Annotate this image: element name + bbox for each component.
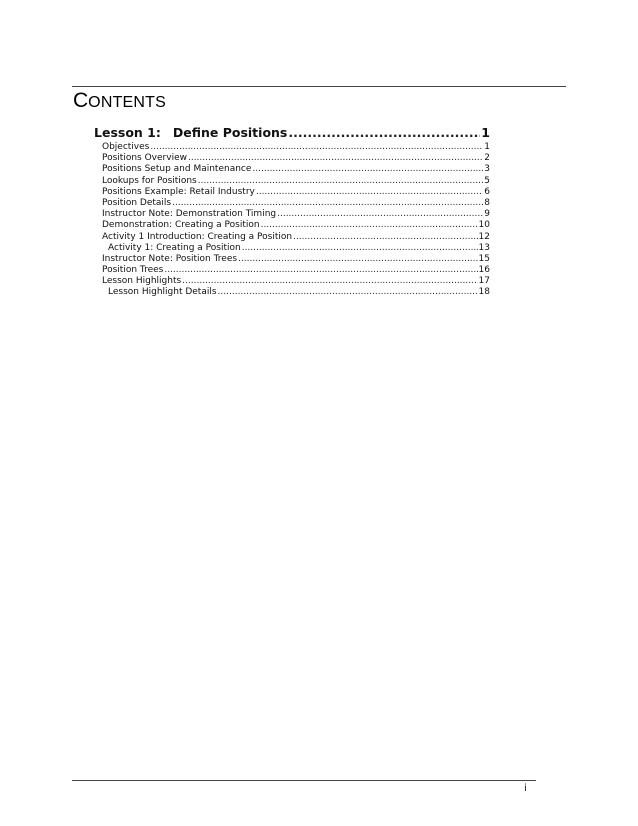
toc-leader-dots: [172, 198, 483, 209]
toc-leader-dots: [218, 287, 478, 298]
toc-entry-title: Lesson Highlight Details: [108, 287, 217, 298]
toc-entry-title: Lesson Highlights: [102, 276, 182, 287]
toc-leader-dots: [150, 142, 483, 153]
toc-entry[interactable]: [94, 187, 490, 198]
page-title: [73, 89, 166, 113]
toc-entry[interactable]: [94, 265, 490, 276]
toc-entry[interactable]: [94, 153, 490, 164]
toc-entry[interactable]: [94, 209, 490, 220]
toc-lesson-page: 1: [481, 125, 490, 140]
toc-lesson-title: Define Positions: [172, 125, 288, 140]
toc-entry[interactable]: [94, 198, 490, 209]
toc-entry-page: 15: [478, 253, 490, 264]
toc-entry-page: 3: [484, 164, 490, 175]
toc-entry-title: Activity 1 Introduction: Creating a Position: [102, 231, 293, 242]
toc-leader-dots: [182, 276, 477, 287]
toc-entry-title: Positions Example: Retail Industry: [102, 186, 255, 197]
toc-lesson-number: Lesson 1:: [94, 125, 161, 140]
toc-entry-page: 8: [484, 197, 490, 208]
toc-leader-dots: [288, 124, 480, 141]
toc-entry[interactable]: [94, 232, 490, 243]
toc-leader-dots: [256, 187, 483, 198]
toc-leader-dots: [261, 220, 478, 231]
toc-leader-dots: [242, 243, 478, 254]
toc-entry-title: Positions Overview: [102, 153, 187, 164]
toc-entry-title: Activity 1: Creating a Position: [108, 242, 241, 253]
toc-entry-page: 10: [478, 220, 490, 231]
toc-leader-dots: [238, 254, 477, 265]
toc-entry-title: Position Details: [102, 197, 172, 208]
toc-leader-dots: [293, 232, 477, 243]
toc-entry-page: 9: [484, 209, 490, 220]
toc-subentry[interactable]: [94, 287, 490, 298]
page-number: i: [524, 783, 527, 794]
toc-entry-title: Instructor Note: Position Trees: [102, 253, 238, 264]
toc-lesson-entry[interactable]: [94, 124, 490, 141]
top-rule: [72, 86, 566, 87]
toc-entry-title: Lookups for Positions: [102, 175, 197, 186]
toc-entry[interactable]: [94, 276, 490, 287]
toc-leader-dots: [198, 176, 484, 187]
page-title-initial: C: [73, 89, 89, 112]
toc-entry-title: Demonstration: Creating a Position: [102, 220, 260, 231]
toc-entry-page: 17: [478, 276, 490, 287]
toc-entry[interactable]: [94, 220, 490, 231]
toc-entry-page: 6: [484, 186, 490, 197]
toc-entry[interactable]: [94, 254, 490, 265]
toc-entry-title: Instructor Note: Demonstration Timing: [102, 209, 277, 220]
toc-entry[interactable]: [94, 164, 490, 175]
toc-entry-page: 2: [484, 153, 490, 164]
toc-leader-dots: [188, 153, 483, 164]
toc-entry[interactable]: [94, 142, 490, 153]
footer-rule: [72, 780, 536, 781]
toc-entry-page: 12: [478, 231, 490, 242]
toc-entry-page: 5: [484, 175, 490, 186]
toc-entry-title: Objectives: [102, 142, 150, 152]
toc-leader-dots: [252, 164, 483, 175]
toc-subentry[interactable]: [94, 243, 490, 254]
toc-entry[interactable]: [94, 176, 490, 187]
toc-entry-page: 1: [484, 142, 490, 152]
page-title-rest: ONTENTS: [88, 94, 167, 111]
table-of-contents: [94, 124, 490, 299]
toc-entry-page: 16: [478, 265, 490, 276]
toc-leader-dots: [277, 209, 483, 220]
toc-entry-title: Position Trees: [102, 265, 164, 276]
toc-entry-page: 13: [478, 242, 490, 253]
toc-leader-dots: [164, 265, 477, 276]
toc-entry-page: 18: [478, 287, 490, 298]
toc-entry-title: Positions Setup and Maintenance: [102, 164, 252, 175]
